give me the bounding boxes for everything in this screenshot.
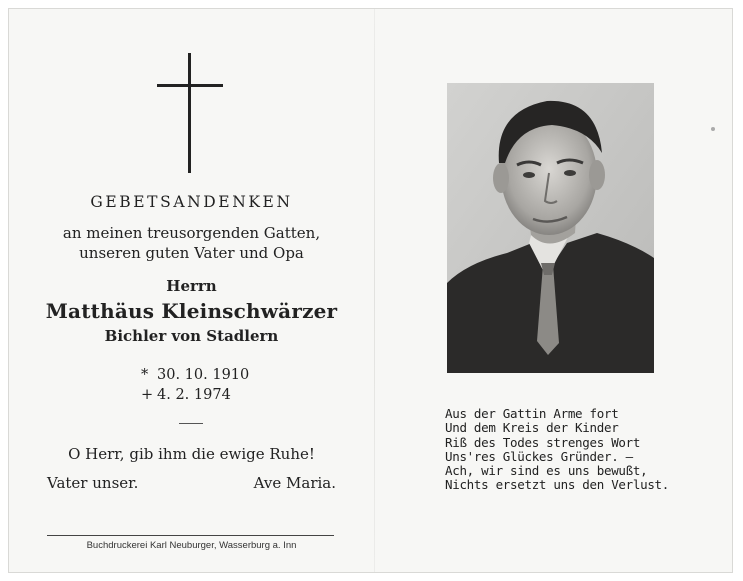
printer-credit: Buchdruckerei Karl Neuburger, Wasserburg a. Inn (86, 540, 297, 551)
prayer-line: O Herr, gib ihm die ewige Ruhe! (68, 445, 315, 463)
left-panel (9, 9, 374, 572)
deceased-name: Matthäus Kleinschwärzer (45, 299, 338, 323)
prayer-vater-unser: Vater unser. (47, 474, 139, 492)
right-panel (375, 9, 734, 572)
latin-cross-icon (157, 53, 223, 173)
cross-horizontal-bar (157, 84, 223, 87)
poem-line: Nichts ersetzt uns den Verlust. (445, 477, 669, 493)
poem-line: Riß des Todes strenges Wort (445, 434, 641, 450)
birth-date: 30. 10. 1910 (157, 367, 250, 383)
printer-rule (47, 535, 334, 536)
death-date: 4. 2. 1974 (157, 387, 231, 403)
cross-vertical-bar (188, 53, 191, 173)
salutation: Herrn (166, 277, 217, 295)
divider-dash (179, 423, 203, 424)
portrait-photo (447, 83, 654, 373)
poem-line: Ach, wir sind es uns bewußt, (445, 463, 648, 479)
poem-line: Aus der Gattin Arme fort (445, 406, 619, 421)
paper-speck (711, 127, 715, 131)
poem-line: Und dem Kreis der Kinder (445, 420, 619, 436)
poem (445, 407, 669, 493)
deceased-title: Bichler von Stadlern (104, 327, 279, 345)
dedication-line-1: an meinen treusorgenden Gatten, (62, 224, 321, 242)
life-dates (141, 365, 249, 405)
death-symbol: + (141, 387, 154, 403)
card-heading: GEBETSANDENKEN (90, 193, 293, 211)
death-row (141, 385, 249, 405)
birth-symbol: * (141, 367, 149, 383)
dedication-line-2: unseren guten Vater und Opa (79, 244, 304, 262)
portrait-illustration (447, 83, 654, 373)
birth-row (141, 365, 249, 385)
memorial-card (8, 8, 733, 573)
prayer-ave-maria: Ave Maria. (253, 474, 336, 492)
poem-line: Uns'res Glückes Gründer. — (445, 448, 633, 464)
